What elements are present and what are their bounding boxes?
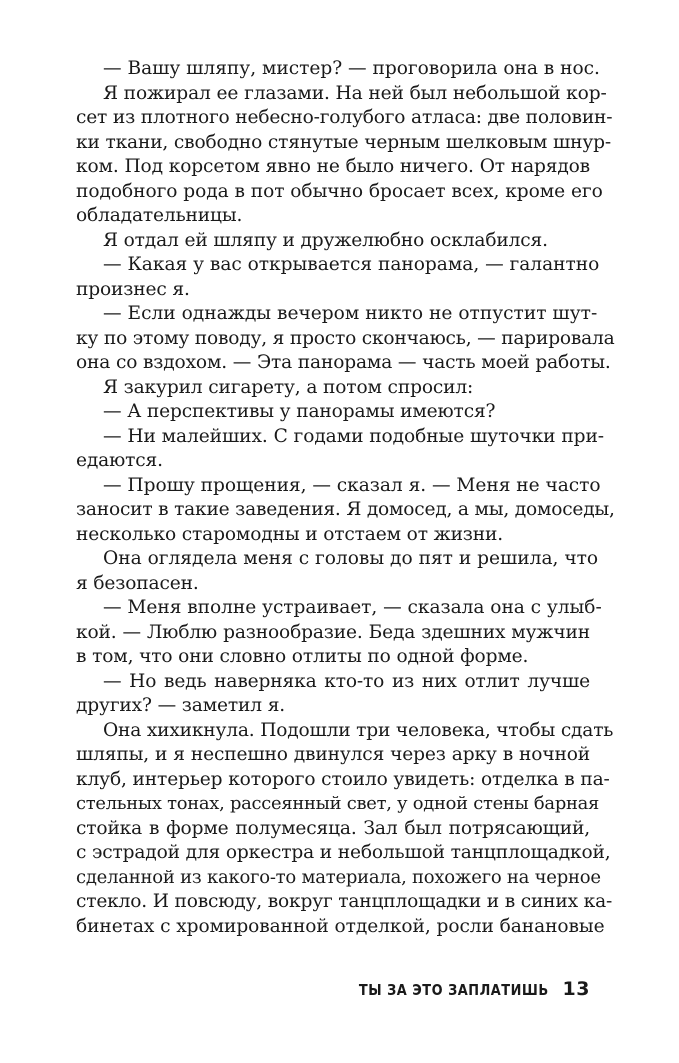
text-line: — Но ведь наверняка кто-то из них отлит лучше [103,670,590,692]
text-line: — Меня вполне устраивает, — сказала она с улыб- [103,597,602,618]
text-line: обладательницы. [76,205,243,226]
text-line: она со вздохом. — Эта панорама — часть моей работы. [76,352,611,373]
text-line: стойка в форме полумесяца. Зал был потрясающий, [76,817,590,839]
text-line: я безопасен. [76,572,199,594]
text-line: сделанной из какого-то материала, похожего на черное [76,866,601,888]
text-line: ки ткани, свободно стянутые черным шелковым шнур- [76,131,611,153]
text-line: подобного рода в пот обычно бросает всех, кроме его [76,180,603,202]
page-number: 13 [562,978,590,1000]
text-line: Она оглядела меня с головы до пят и решила, что [103,548,599,569]
text-line: произнес я. [76,278,190,300]
text-line: кой. — Люблю разнообразие. Беда здешних мужчин [76,621,590,643]
text-line: стекло. И повсюду, вокруг танцплощадки и в синих ка- [76,891,613,912]
body-text [76,57,615,939]
text-line: стельных тонах, рассеянный свет, у одной стены барная [76,793,600,814]
text-line: бинетах с хромированной отделкой, росли банановые [76,915,605,937]
page-footer [76,978,590,1008]
text-line: сет из плотного небесно-голубого атласа: две половин- [76,107,613,128]
text-line: в том, что они словно отлиты по одной форме. [76,646,529,667]
text-line: с эстрадой для оркестра и небольшой танцплощадкой, [76,842,611,863]
text-line: несколько старомодны и отстаем от жизни. [76,523,504,545]
text-line: — Какая у вас открывается панорама, — галантно [103,254,600,275]
text-line: ком. Под корсетом явно не было ничего. От нарядов [76,156,590,177]
text-line: заносит в такие заведения. Я домосед, а мы, домоседы, [76,499,615,520]
text-line: — Ни малейших. С годами подобные шуточки при- [103,425,604,447]
running-title: ТЫ ЗА ЭТО ЗАПЛАТИШЬ [358,981,549,999]
text-line: клуб, интерьер которого стоило увидеть: отделка в па- [76,768,610,790]
text-line: шляпы, и я неспешно двинулся через арку в ночной [76,744,590,765]
text-line: Я отдал ей шляпу и дружелюбно осклабился. [103,229,548,251]
text-line: — А перспективы у панорамы имеются? [103,401,496,422]
text-line: Она хихикнула. Подошли три человека, чтобы сдать [103,719,614,741]
text-line: едаются. [76,450,163,471]
text-line: — Если однажды вечером никто не отпустит шут- [103,303,598,324]
text-line: ку по этому поводу, я просто скончаюсь, — парировала [76,327,615,349]
text-line: Я закурил сигарету, а потом спросил: [103,376,474,398]
text-line: других? — заметил я. [76,695,286,716]
text-line: — Вашу шляпу, мистер? — проговорила она в нос. [103,58,600,79]
text-line: Я пожирал ее глазами. На ней был небольшой кор- [103,82,607,104]
text-line: — Прошу прощения, — сказал я. — Меня не часто [103,474,601,496]
